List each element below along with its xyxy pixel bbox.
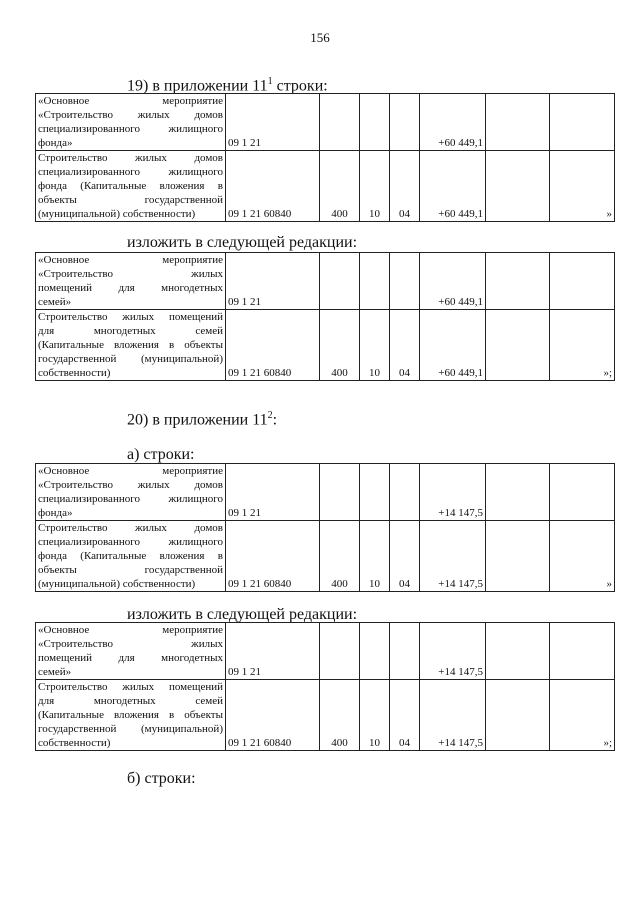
description-line: специализированного жилищного bbox=[38, 166, 223, 178]
heading-20b: б) строки: bbox=[127, 770, 196, 787]
row-code: 09 1 21 bbox=[226, 253, 320, 310]
table-20a-new bbox=[35, 622, 615, 751]
description-line: для многодетных семей bbox=[38, 325, 223, 337]
row-section bbox=[360, 253, 390, 310]
row-empty-cell bbox=[486, 310, 550, 381]
row-code: 09 1 21 bbox=[226, 623, 320, 680]
row-code: 09 1 21 60840 bbox=[226, 310, 320, 381]
table-row bbox=[36, 521, 615, 592]
row-closing-mark bbox=[550, 253, 615, 310]
row-empty-cell bbox=[486, 521, 550, 592]
row-section: 10 bbox=[360, 521, 390, 592]
table-row bbox=[36, 310, 615, 381]
row-description bbox=[36, 310, 226, 381]
row-code: 09 1 21 bbox=[226, 94, 320, 151]
row-amount: +14 147,5 bbox=[420, 464, 486, 521]
description-line: для многодетных семей bbox=[38, 695, 223, 707]
table-row bbox=[36, 94, 615, 151]
description-line: специализированного жилищного bbox=[38, 493, 223, 505]
row-closing-mark bbox=[550, 464, 615, 521]
row-empty-cell bbox=[486, 253, 550, 310]
description-line: государственной (муниципальной) bbox=[38, 723, 223, 735]
description-line: «Строительство жилых bbox=[38, 268, 223, 280]
description-last-line: (муниципальной) собственности) bbox=[38, 208, 196, 220]
description-line: «Строительство жилых bbox=[38, 638, 223, 650]
row-expense-type: 400 bbox=[320, 521, 360, 592]
row-closing-mark bbox=[550, 94, 615, 151]
description-line: фонда (Капитальные вложения в bbox=[38, 550, 223, 562]
row-expense-type: 400 bbox=[320, 151, 360, 222]
description-line: объекты государственной bbox=[38, 564, 223, 576]
row-amount: +14 147,5 bbox=[420, 680, 486, 751]
heading-19-superscript: 1 bbox=[267, 76, 273, 87]
row-expense-type: 400 bbox=[320, 680, 360, 751]
row-section bbox=[360, 464, 390, 521]
description-line: «Основное мероприятие bbox=[38, 465, 223, 477]
description-line: объекты государственной bbox=[38, 194, 223, 206]
row-expense-type bbox=[320, 623, 360, 680]
row-subsection bbox=[390, 94, 420, 151]
description-line: «Основное мероприятие bbox=[38, 624, 223, 636]
row-description bbox=[36, 151, 226, 222]
row-section bbox=[360, 623, 390, 680]
heading-19-text: 19) в приложении 11 bbox=[127, 77, 268, 95]
heading-20-text: 20) в приложении 11 bbox=[127, 411, 268, 429]
heading-20 bbox=[127, 410, 277, 429]
description-line: «Строительство жилых домов bbox=[38, 479, 223, 491]
description-line: Строительство жилых помещений bbox=[38, 311, 223, 323]
row-closing-mark: »; bbox=[550, 680, 615, 751]
row-amount: +60 449,1 bbox=[420, 94, 486, 151]
description-line: «Строительство жилых домов bbox=[38, 109, 223, 121]
row-description bbox=[36, 680, 226, 751]
row-closing-mark: »; bbox=[550, 310, 615, 381]
description-line: «Основное мероприятие bbox=[38, 95, 223, 107]
row-subsection bbox=[390, 253, 420, 310]
description-last-line: фонда» bbox=[38, 137, 73, 149]
row-subsection: 04 bbox=[390, 521, 420, 592]
row-subsection: 04 bbox=[390, 151, 420, 222]
row-empty-cell bbox=[486, 464, 550, 521]
description-line: помещений для многодетных bbox=[38, 652, 223, 664]
description-last-line: семей» bbox=[38, 666, 72, 678]
description-last-line: фонда» bbox=[38, 507, 73, 519]
row-section: 10 bbox=[360, 310, 390, 381]
table-20a-old bbox=[35, 463, 615, 592]
heading-20a: а) строки: bbox=[127, 446, 195, 463]
table-row bbox=[36, 680, 615, 751]
row-closing-mark bbox=[550, 623, 615, 680]
table-row bbox=[36, 623, 615, 680]
row-section bbox=[360, 94, 390, 151]
heading-20a-new: изложить в следующей редакции: bbox=[127, 606, 358, 623]
row-subsection bbox=[390, 464, 420, 521]
heading-20-tail: : bbox=[272, 411, 278, 429]
row-expense-type bbox=[320, 464, 360, 521]
table-row bbox=[36, 151, 615, 222]
row-empty-cell bbox=[486, 94, 550, 151]
row-code: 09 1 21 60840 bbox=[226, 521, 320, 592]
description-line: Строительство жилых помещений bbox=[38, 681, 223, 693]
row-description bbox=[36, 623, 226, 680]
description-line: фонда (Капитальные вложения в bbox=[38, 180, 223, 192]
row-code: 09 1 21 60840 bbox=[226, 680, 320, 751]
row-subsection: 04 bbox=[390, 310, 420, 381]
row-amount: +60 449,1 bbox=[420, 310, 486, 381]
row-description bbox=[36, 464, 226, 521]
row-amount: +14 147,5 bbox=[420, 623, 486, 680]
description-line: «Основное мероприятие bbox=[38, 254, 223, 266]
row-empty-cell bbox=[486, 623, 550, 680]
table-row bbox=[36, 253, 615, 310]
row-subsection: 04 bbox=[390, 680, 420, 751]
row-closing-mark: » bbox=[550, 151, 615, 222]
row-section: 10 bbox=[360, 151, 390, 222]
row-section: 10 bbox=[360, 680, 390, 751]
description-line: Строительство жилых домов bbox=[38, 152, 223, 164]
row-empty-cell bbox=[486, 680, 550, 751]
row-description bbox=[36, 521, 226, 592]
row-expense-type bbox=[320, 253, 360, 310]
row-description bbox=[36, 94, 226, 151]
description-last-line: собственности) bbox=[38, 737, 111, 749]
page-number: 156 bbox=[310, 30, 330, 45]
description-last-line: семей» bbox=[38, 296, 72, 308]
table-19-new bbox=[35, 252, 615, 381]
row-empty-cell bbox=[486, 151, 550, 222]
row-amount: +60 449,1 bbox=[420, 253, 486, 310]
heading-19-tail: строки: bbox=[272, 77, 328, 95]
row-code: 09 1 21 bbox=[226, 464, 320, 521]
description-line: (Капитальные вложения в объекты bbox=[38, 339, 223, 351]
description-line: помещений для многодетных bbox=[38, 282, 223, 294]
row-description bbox=[36, 253, 226, 310]
table-19-old bbox=[35, 93, 615, 222]
heading-20-superscript: 2 bbox=[267, 410, 273, 421]
row-amount: +60 449,1 bbox=[420, 151, 486, 222]
description-line: специализированного жилищного bbox=[38, 123, 223, 135]
description-last-line: (муниципальной) собственности) bbox=[38, 578, 196, 590]
description-last-line: собственности) bbox=[38, 367, 111, 379]
description-line: (Капитальные вложения в объекты bbox=[38, 709, 223, 721]
description-line: специализированного жилищного bbox=[38, 536, 223, 548]
table-row bbox=[36, 464, 615, 521]
description-line: Строительство жилых домов bbox=[38, 522, 223, 534]
heading-19-new: изложить в следующей редакции: bbox=[127, 234, 358, 251]
row-subsection bbox=[390, 623, 420, 680]
row-closing-mark: » bbox=[550, 521, 615, 592]
row-expense-type: 400 bbox=[320, 310, 360, 381]
description-line: государственной (муниципальной) bbox=[38, 353, 223, 365]
row-code: 09 1 21 60840 bbox=[226, 151, 320, 222]
row-amount: +14 147,5 bbox=[420, 521, 486, 592]
row-expense-type bbox=[320, 94, 360, 151]
